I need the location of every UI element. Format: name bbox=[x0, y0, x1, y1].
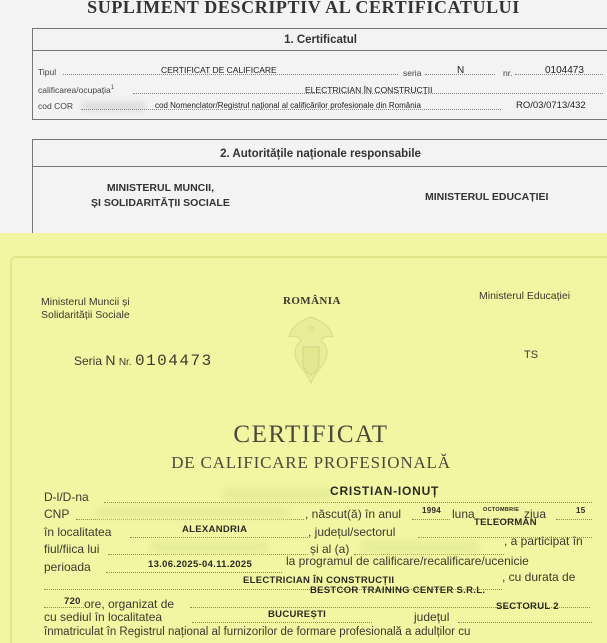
birth-month: OCTOMBRIE bbox=[483, 507, 520, 513]
programul-label: la programul de calificare/recalificare/ucenicie bbox=[286, 554, 529, 568]
dotted-line bbox=[130, 537, 308, 538]
redacted-area bbox=[222, 488, 332, 500]
authority-left-line1: MINISTERUL MUNCII, bbox=[106, 182, 214, 194]
durata-label: , cu durata de bbox=[502, 570, 576, 584]
dotted-line bbox=[412, 519, 450, 520]
si-al-label: și al (a) bbox=[310, 542, 350, 556]
ts-mark: TS bbox=[524, 349, 539, 361]
calificarea-value: ELECTRICIAN ÎN CONSTRUCȚII bbox=[305, 85, 433, 95]
nr-label: nr. bbox=[503, 68, 513, 78]
birth-day: 15 bbox=[576, 506, 586, 515]
certificate-subtitle: DE CALIFICARE PROFESIONALĂ bbox=[171, 453, 451, 472]
calificarea-text: calificarea/ocupația bbox=[38, 85, 111, 95]
authority-left-line2: ȘI SOLIDARITĂȚII SOCIALE bbox=[91, 197, 230, 209]
sediul-value: BUCUREȘTI bbox=[268, 609, 327, 620]
seria-number bbox=[74, 352, 213, 370]
judetul2-label: județul bbox=[414, 610, 450, 624]
sediul-label: cu sediul în localitatea bbox=[44, 610, 163, 624]
localitatea-label: în localitatea bbox=[44, 525, 112, 539]
redacted-area bbox=[95, 507, 290, 519]
localitatea-value: ALEXANDRIA bbox=[182, 524, 248, 535]
cnp-label: CNP bbox=[44, 507, 70, 521]
dotted-line bbox=[104, 502, 592, 503]
judetul-value: TELEORMAN bbox=[474, 517, 537, 528]
section-2-title: 2. Autoritățile naționale responsabile bbox=[220, 148, 421, 160]
ziua-label: ziua bbox=[524, 507, 547, 521]
organizator-value: BESTCOR TRAINING CENTER S.R.L. bbox=[310, 585, 486, 596]
seria-label: seria bbox=[403, 68, 422, 78]
ore-label: ore, organizat de bbox=[84, 597, 175, 611]
program-value: ELECTRICIAN ÎN CONSTRUCȚII bbox=[243, 575, 395, 586]
nr-value: 0104473 bbox=[545, 65, 584, 76]
supplement-title: SUPLIMENT DESCRIPTIV AL CERTIFICATULUI bbox=[87, 0, 520, 17]
perioada-label: perioada bbox=[44, 560, 91, 574]
divider bbox=[33, 166, 607, 167]
tip-label: Tipul bbox=[38, 67, 57, 77]
dotted-line bbox=[458, 622, 592, 623]
registru-line: înmatriculat în Registrul național al furnizorilor de formare profesională a adulților cu bbox=[44, 626, 471, 638]
dotted-line bbox=[556, 519, 592, 520]
cod-nomenclator-label: cod Nomenclator/Registrul național al calificărilor profesionale din România bbox=[155, 101, 421, 110]
section-certificatul bbox=[32, 28, 607, 120]
divider bbox=[33, 50, 607, 51]
authority-left bbox=[91, 181, 230, 211]
ministry-left bbox=[41, 296, 130, 322]
country-name: ROMÂNIA bbox=[283, 295, 341, 307]
cod-cor-label: cod COR bbox=[38, 101, 73, 111]
section-autoritati bbox=[32, 139, 607, 235]
tip-value: CERTIFICAT DE CALIFICARE bbox=[161, 65, 277, 75]
dotted-line bbox=[108, 554, 308, 555]
birth-year: 1994 bbox=[422, 506, 441, 515]
redacted-area bbox=[360, 541, 480, 553]
luna-label: luna bbox=[452, 507, 475, 521]
footnote-mark: 1 bbox=[110, 85, 115, 92]
cod-nomenclator-number: RO/03/0713/432 bbox=[516, 100, 586, 111]
seria-value: N bbox=[457, 65, 465, 76]
certificate-title: CERTIFICAT bbox=[233, 421, 389, 448]
authority-right: MINISTERUL EDUCAȚIEI bbox=[425, 191, 549, 203]
certificate-number: 0104473 bbox=[134, 352, 213, 370]
nr-label: Nr. bbox=[118, 357, 132, 368]
fiul-label: fiul/fiica lui bbox=[44, 542, 100, 556]
section-1-title: 1. Certificatul bbox=[284, 34, 357, 46]
coat-of-arms-icon bbox=[281, 311, 341, 391]
ministry-left-line2: Solidarității Sociale bbox=[41, 309, 130, 321]
name-value: CRISTIAN-IONUȚ bbox=[330, 484, 440, 498]
ore-value: 720 bbox=[64, 596, 81, 607]
dotted-line bbox=[76, 519, 304, 520]
dotted-line bbox=[106, 572, 282, 573]
seria-label: Seria bbox=[74, 354, 103, 368]
judetul-label: , județul/sectorul bbox=[308, 525, 396, 539]
perioada-value: 13.06.2025-04.11.2025 bbox=[148, 559, 253, 570]
ministry-left-line1: Ministerul Muncii și bbox=[41, 296, 130, 308]
supplement-page bbox=[0, 0, 607, 235]
participat-label: , a participat în bbox=[504, 534, 583, 548]
calificarea-label bbox=[38, 85, 114, 95]
sector-value: SECTORUL 2 bbox=[496, 601, 559, 612]
name-label: D-l/D-na bbox=[44, 490, 89, 504]
redacted-area bbox=[150, 541, 270, 553]
dotted-line bbox=[44, 607, 84, 608]
certificate-page bbox=[0, 233, 607, 643]
seria-value: N bbox=[105, 352, 116, 368]
dotted-line bbox=[192, 622, 372, 623]
born-label: , născut(ă) în anul bbox=[305, 507, 402, 521]
ministry-right: Ministerul Educației bbox=[479, 290, 571, 302]
